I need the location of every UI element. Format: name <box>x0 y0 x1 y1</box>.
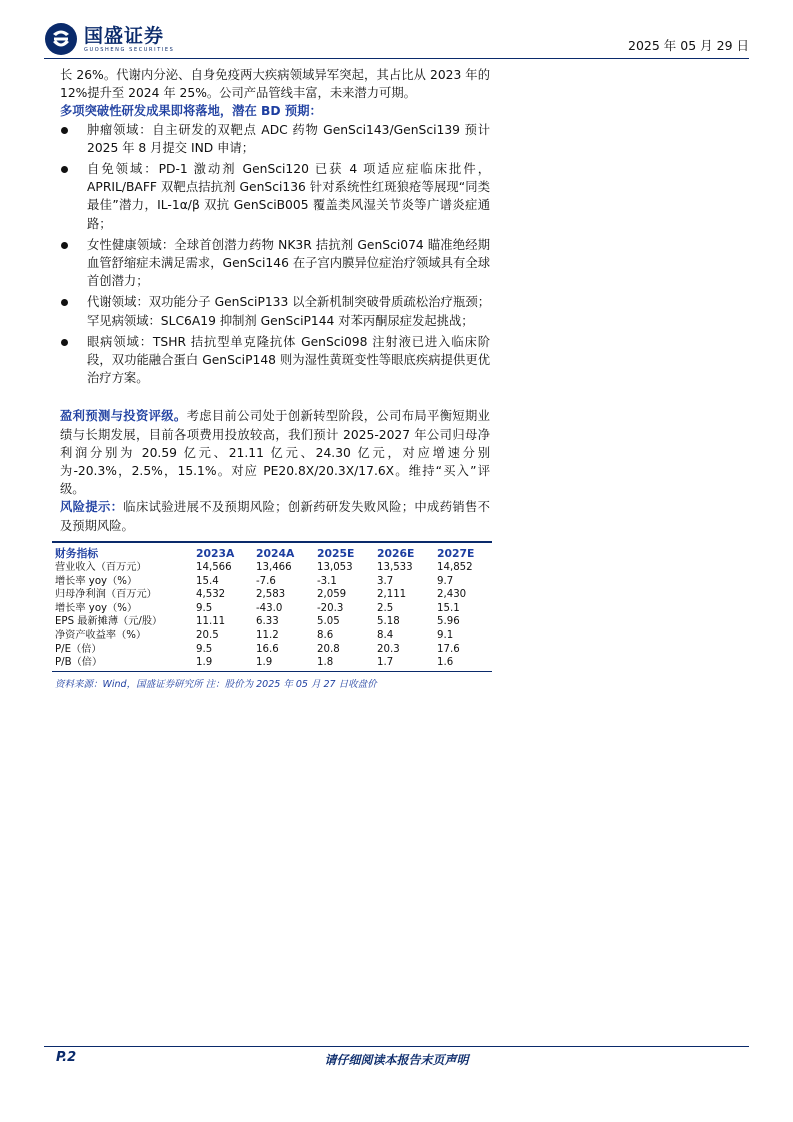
table-row <box>52 561 492 575</box>
table-row-label: P/E（倍） <box>55 643 102 655</box>
table-cell: 9.5 <box>196 643 213 655</box>
table-cell: 14,566 <box>196 562 232 573</box>
forecast-label: 盈利预测与投资评级。 <box>60 409 187 424</box>
table-cell: 3.7 <box>377 575 394 587</box>
table-header-year: 2023A <box>196 546 235 560</box>
table-cell: 5.18 <box>377 616 400 628</box>
table-cell: -20.3 <box>317 602 344 614</box>
table-cell: 16.6 <box>256 643 279 655</box>
guosheng-logo-icon <box>44 22 78 56</box>
table-cell: 8.4 <box>377 629 394 641</box>
table-cell: 1.7 <box>377 657 394 669</box>
table-cell: 13,466 <box>256 562 292 573</box>
table-cell: 4,532 <box>196 589 226 601</box>
table-bottom-rule <box>52 671 492 672</box>
table-row <box>52 588 492 602</box>
forecast-text: 考虑目前公司处于创新转型阶段，公司布局平衡短期业绩与长期发展，目前各项费用投放较高，我们预计 2025-2027 年公司归母净利润分别为 20.59 亿元、21.11 亿元、24.30 亿元，对应增速分别为-20.3%，2.5%，15.1%。对应 PE20.8X/20.3X/17.6X。维持“买入”评级。 <box>60 409 490 497</box>
risk-text: 临床试验进展不及预期风险；创新药研发失败风险；中成药销售不及预期风险。 <box>60 500 490 533</box>
table-cell: 2,111 <box>377 589 407 601</box>
table-cell: 20.8 <box>317 643 340 655</box>
table-cell: 1.6 <box>437 657 454 669</box>
report-date: 2025 年 05 月 29 日 <box>628 38 749 53</box>
list-item-text: 自免领域：PD-1 激动剂 GenSci120 已获 4 项适应症临床批件，APRIL/BAFF 双靶点拮抗剂 GenSci136 针对系统性红斑狼疮等展现“同类最佳”潜力，IL-1α/β 双抗 GenSciB005 覆盖类风湿关节炎等广谱炎症通路； <box>87 162 490 231</box>
table-cell: 9.5 <box>196 602 213 614</box>
table-row-label: P/B（倍） <box>55 657 103 669</box>
page-header <box>44 22 749 58</box>
table-row-label: 归母净利润（百万元） <box>55 589 157 601</box>
table-cell: -3.1 <box>317 575 337 587</box>
table-row <box>52 656 492 670</box>
table-row <box>52 615 492 629</box>
list-item <box>60 333 490 388</box>
table-cell: 2,430 <box>437 589 467 601</box>
bullet-icon <box>61 339 68 346</box>
table-cell: 1.8 <box>317 657 334 669</box>
table-cell: 20.3 <box>377 643 400 655</box>
table-header-year: 2025E <box>317 546 355 560</box>
logo-english-name: GUOSHENG SECURITIES <box>84 46 175 53</box>
footer-divider <box>44 1046 749 1047</box>
bullet-icon <box>61 299 68 306</box>
list-item-text: 肿瘤领域：自主研发的双靶点 ADC 药物 GenSci143/GenSci139 预计 2025 年 8 月提交 IND 申请； <box>87 122 490 155</box>
table-cell: 11.2 <box>256 629 279 641</box>
financial-table <box>52 546 492 670</box>
table-row <box>52 629 492 643</box>
list-item <box>60 160 490 233</box>
table-cell: 8.6 <box>317 629 334 641</box>
table-cell: 14,852 <box>437 562 473 573</box>
table-cell: 2.5 <box>377 602 394 614</box>
table-row-label: EPS 最新摊薄（元/股） <box>55 616 163 628</box>
table-row-label: 净资产收益率（%） <box>55 629 147 641</box>
table-row-label: 增长率 yoy（%） <box>55 575 138 587</box>
table-header-year: 2027E <box>437 546 475 560</box>
table-row <box>52 643 492 657</box>
bullet-icon <box>61 127 68 134</box>
table-cell: -7.6 <box>256 575 276 587</box>
list-item <box>60 121 490 157</box>
page-number: P.2 <box>56 1050 77 1065</box>
intro-paragraph: 长 26%。代谢内分泌、自身免疫两大疾病领域异军突起，其占比从 2023 年的 12%提升至 2024 年 25%。公司产品管线丰富，未来潜力可期。 <box>60 68 490 101</box>
table-cell: -43.0 <box>256 602 283 614</box>
table-cell: 20.5 <box>196 629 219 641</box>
table-cell: 5.05 <box>317 616 340 628</box>
table-header-year: 2026E <box>377 546 415 560</box>
table-cell: 6.33 <box>256 616 279 628</box>
list-item-text: 眼病领域：TSHR 拮抗型单克隆抗体 GenSci098 注射液已进入临床阶段，双功能融合蛋白 GenSciP148 则为湿性黄斑变性等眼底疾病提供更优治疗方案。 <box>87 334 490 386</box>
table-row-label: 增长率 yoy（%） <box>55 602 138 614</box>
bullet-icon <box>61 242 68 249</box>
table-top-rule <box>52 541 492 543</box>
table-header-label: 财务指标 <box>55 546 99 560</box>
table-cell: 15.1 <box>437 602 460 614</box>
list-item <box>60 236 490 291</box>
list-item-text: 女性健康领域：全球首创潜力药物 NK3R 拮抗剂 GenSci074 瞄准绝经期血管舒缩症未满足需求，GenSci146 在子宫内膜异位症治疗领域具有全球首创潜力； <box>87 237 490 289</box>
table-cell: 11.11 <box>196 616 226 628</box>
table-cell: 5.96 <box>437 616 460 628</box>
table-cell: 1.9 <box>256 657 273 669</box>
table-row <box>52 575 492 589</box>
table-cell: 13,053 <box>317 562 353 573</box>
table-source-note: 资料来源：Wind，国盛证券研究所 注：股价为 2025 年 05 月 27 日收盘价 <box>55 679 377 690</box>
header-divider <box>44 58 749 59</box>
forecast-paragraph <box>60 407 490 498</box>
table-cell: 15.4 <box>196 575 219 587</box>
table-cell: 2,583 <box>256 589 286 601</box>
table-cell: 17.6 <box>437 643 460 655</box>
table-cell: 13,533 <box>377 562 413 573</box>
table-cell: 9.7 <box>437 575 454 587</box>
table-header-year: 2024A <box>256 546 295 560</box>
report-body <box>60 66 490 535</box>
section-heading: 多项突破性研发成果即将落地，潜在 BD 预期： <box>60 104 322 119</box>
footer-disclaimer: 请仔细阅读本报告末页声明 <box>324 1053 469 1067</box>
table-header-row <box>52 546 492 561</box>
bullet-icon <box>61 166 68 173</box>
risk-paragraph <box>60 498 490 534</box>
table-row-label: 营业收入（百万元） <box>55 562 147 573</box>
risk-label: 风险提示： <box>60 500 124 515</box>
table-cell: 9.1 <box>437 629 454 641</box>
table-row <box>52 602 492 616</box>
list-item-text: 代谢领域：双功能分子 GenSciP133 以全新机制突破骨质疏松治疗瓶颈；罕见病领域：SLC6A19 抑制剂 GenSciP144 对苯丙酮尿症发起挑战； <box>87 295 490 328</box>
pipeline-list <box>60 121 490 388</box>
table-cell: 2,059 <box>317 589 347 601</box>
company-logo <box>44 22 174 56</box>
table-cell: 1.9 <box>196 657 213 669</box>
list-item <box>60 293 490 329</box>
logo-chinese-name: 国盛证券 <box>84 24 165 47</box>
